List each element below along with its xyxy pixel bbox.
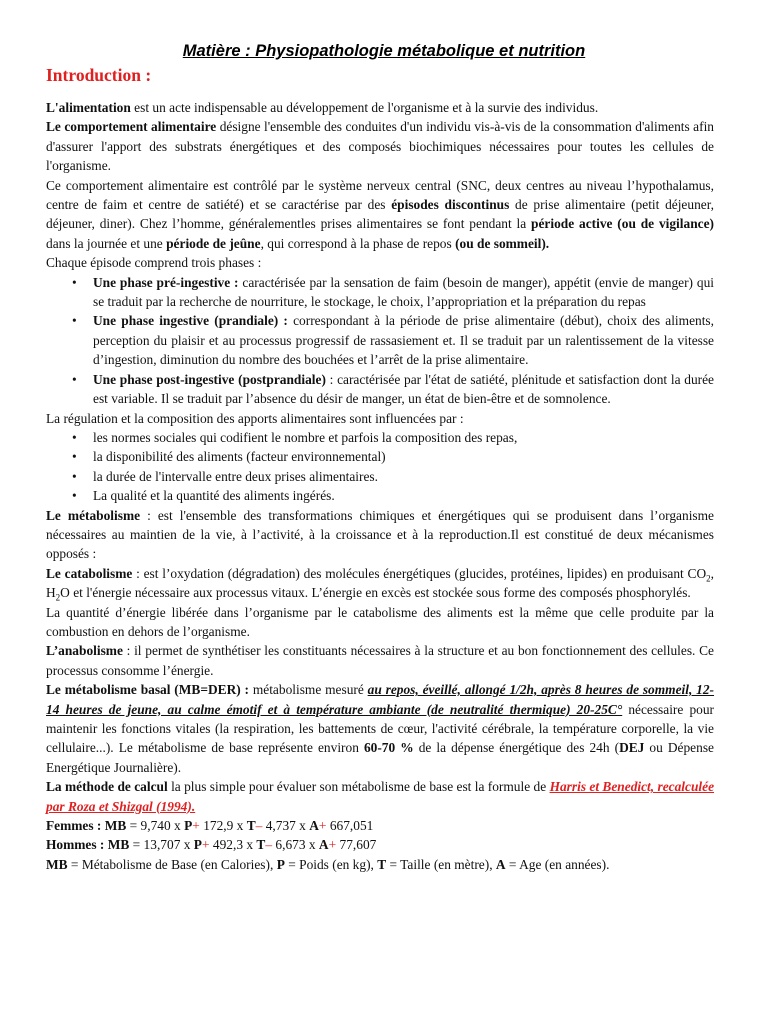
paragraph-energie: La quantité d’énergie libérée dans l’organisme par le catabolisme des aliments est la même que celle produite par la combustion en dehors de l’organisme. xyxy=(46,604,714,639)
paragraph-regulation: La régulation et la composition des apports alimentaires sont influencées par : xyxy=(46,410,464,426)
text-run: dans la journée et une xyxy=(46,235,167,251)
var-a: A xyxy=(318,837,329,853)
factor-text: la disponibilité des aliments (facteur environnemental) xyxy=(93,449,386,465)
legend-text: = Métabolisme de Base (en Calories), xyxy=(67,856,277,872)
legend-mb: MB xyxy=(46,856,68,872)
text-run: , qui correspond à la phase de repos xyxy=(260,235,456,251)
formula-legend xyxy=(46,855,714,874)
subscript: 2 xyxy=(706,573,711,584)
text-run: , H xyxy=(46,565,714,601)
text-run: : est l’oxydation (dégradation) des molécules énergétiques (glucides, protéines, lipides) en produisant CO xyxy=(132,565,707,581)
var-t: T xyxy=(256,837,266,853)
term-comportement: Le comportement alimentaire xyxy=(46,119,217,135)
measurement-conditions: au repos, éveillé, allongé 1/2h, après 8 heures de sommeil, 12-14 heures de jeune, au calme émotif et à température ambiante (de neutralité thermique) 20-25C° xyxy=(46,682,715,717)
factors-list xyxy=(46,428,714,506)
legend-a: A xyxy=(495,856,506,872)
operator: + xyxy=(318,818,327,834)
subscript: 2 xyxy=(55,592,61,603)
operator: + xyxy=(192,818,200,834)
term-alimentation: L'alimentation xyxy=(46,100,131,115)
percentage: 60-70 % xyxy=(363,740,414,756)
legend-text: = Poids (en kg), xyxy=(284,856,378,872)
list-item-factor xyxy=(46,447,714,466)
formula-label: Femmes : MB xyxy=(46,818,127,834)
text-run: de prise alimentaire (petit déjeuner, déjeuner, diner). Chez l’homme, généralementles prises alimentaires se font pendant la xyxy=(46,197,714,232)
formula-text: 77,607 xyxy=(336,837,377,853)
list-item-phase-post-ingestive xyxy=(46,370,714,409)
phase-term: Une phase ingestive (prandiale) : xyxy=(93,313,288,329)
paragraph-text: est un acte indispensable au développement de l'organisme et à la survie des individus. xyxy=(130,100,599,115)
paragraph-methode-calcul xyxy=(46,777,714,816)
phase-text: : caractérisée par l'état de satiété, plénitude et satisfaction dont la durée est variable. Il se traduit par l’absence du désir de manger, un état de bien-être et de somnolence. xyxy=(93,371,715,407)
bullet-icon: • xyxy=(72,449,77,465)
paragraph-text: : il permet de synthétiser les constituants nécessaires à la structure et au bon fonctionnement des cellules. Ce processus consomme l’énergie. xyxy=(46,643,714,678)
document-body xyxy=(46,98,714,874)
formula-text: 4,737 x xyxy=(262,818,310,834)
bullet-icon: • xyxy=(72,274,77,290)
document-title: Matière : Physiopathologie métabolique et nutrition xyxy=(182,42,586,60)
bullet-icon: • xyxy=(72,468,77,484)
term-sommeil: (ou de sommeil). xyxy=(455,235,550,251)
list-item-phase-ingestive xyxy=(46,311,714,369)
list-item-phase-pre-ingestive xyxy=(46,273,714,312)
formula-label: Hommes : MB xyxy=(46,837,130,853)
term-anabolisme: L’anabolisme xyxy=(46,643,123,659)
list-item-factor xyxy=(46,428,714,447)
formula-text: = 9,740 x xyxy=(126,818,185,834)
formula-women xyxy=(46,816,714,835)
list-item-factor xyxy=(46,467,714,486)
legend-text: = Taille (en mètre), xyxy=(386,856,496,872)
paragraph-catabolisme xyxy=(46,564,714,603)
phase-term: Une phase pré-ingestive : xyxy=(93,274,239,290)
term-methode: La méthode de calcul xyxy=(46,779,168,795)
paragraph-text: la plus simple pour évaluer son métabolisme de base est la formule de xyxy=(167,779,550,795)
operator: + xyxy=(201,837,210,853)
paragraph-metabolisme xyxy=(46,506,714,564)
formula-text: 492,3 x xyxy=(209,837,257,853)
bullet-icon: • xyxy=(72,429,77,445)
paragraph-alimentation xyxy=(46,98,714,117)
text-run: de la dépense énergétique des 24h ( xyxy=(413,740,620,756)
factor-text: la durée de l'intervalle entre deux prises alimentaires. xyxy=(93,468,378,484)
operator: + xyxy=(328,837,337,853)
var-p: P xyxy=(184,818,193,834)
text-run: nécessaire pour maintenir les fonctions vitales (la respiration, les battements de cœur, l'activité cérébrale, la température corporelle, la vie cellulaire...). Le métabolisme de base représente environ xyxy=(46,701,714,756)
text-run: O et l'énergie nécessaire aux processus vitaux. L’énergie en excès est stockée sous forme des composés phosphorylés. xyxy=(60,585,691,601)
var-a: A xyxy=(309,818,319,834)
paragraph-text: désigne l'ensemble des conduites d'un individu vis-à-vis de la consommation d'aliments afin d'assurer l'apport des substrats énergétiques et des composés biochimiques nécessaires pour toutes les cellules de l'organisme. xyxy=(46,119,714,174)
text-run: Ce comportement alimentaire est contrôlé par le système nerveux central (SNC, deux centres au niveau l’hypothalamus, centre de faim et centre de satiété) et se caractérise par des xyxy=(46,177,714,213)
paragraph-controle xyxy=(46,176,714,254)
formula-text: 667,051 xyxy=(326,818,374,834)
var-p: P xyxy=(193,837,202,853)
phase-term: Une phase post-ingestive (postprandiale) xyxy=(93,371,326,387)
paragraph-trois-phases: Chaque épisode comprend trois phases : xyxy=(46,255,262,271)
term-episodes: épisodes discontinus xyxy=(391,197,510,213)
term-metabolisme-basal: Le métabolisme basal (MB=DER) : xyxy=(46,682,250,698)
legend-text: = Age (en années). xyxy=(505,856,610,872)
legend-t: T xyxy=(377,856,387,872)
phase-text: correspondant à la période de prise alimentaire (début), choix des aliments, perception du plaisir et au processus progressif de rassasiement et. Il se traduit par un ralentissement de la vitesse d’ingestion, diminution du nombre des bouchées et l’arrêt de la prise alimentaire. xyxy=(93,313,714,368)
paragraph-comportement xyxy=(46,117,714,175)
operator: – xyxy=(265,837,273,853)
reference-harris-benedict: Harris et Benedict, recalculée par Roza et Shizgal (1994). xyxy=(46,779,715,814)
formula-men xyxy=(46,835,714,854)
term-metabolisme: Le métabolisme xyxy=(46,507,141,523)
var-t: T xyxy=(246,818,256,834)
intro-heading: Introduction : xyxy=(46,65,152,85)
phases-list xyxy=(46,273,714,409)
term-dej: DEJ xyxy=(619,740,645,756)
factor-text: La qualité et la quantité des aliments ingérés. xyxy=(93,488,335,504)
operator: – xyxy=(255,818,263,834)
bullet-icon: • xyxy=(72,371,77,387)
phase-text: caractérisée par la sensation de faim (besoin de manger), appétit (envie de manger) qui se traduit par la recherche de nourriture, le stockage, le choix, l’appropriation et la préparation du repas xyxy=(93,274,715,310)
text-run: métabolisme mesuré xyxy=(249,682,368,698)
bullet-icon: • xyxy=(72,313,77,329)
term-periode-jeune: période de jeûne xyxy=(166,235,261,251)
paragraph-anabolisme xyxy=(46,641,714,680)
text-run: ou Dépense Energétique Journalière). xyxy=(46,740,714,775)
paragraph-text: : est l'ensemble des transformations chimiques et énergétiques qui se produisent dans l’organisme nécessaires au maintien de la vie, à l’activité, à la croissance et à la reproduction.Il est constitué de deux mécanismes opposés : xyxy=(46,507,714,562)
term-catabolisme: Le catabolisme xyxy=(46,565,133,581)
factor-text: les normes sociales qui codifient le nombre et parfois la composition des repas, xyxy=(93,429,518,445)
legend-p: P xyxy=(276,856,285,872)
list-item-factor xyxy=(46,486,714,505)
term-periode-active: période active (ou de vigilance) xyxy=(531,216,714,232)
formula-text: 172,9 x xyxy=(199,818,247,834)
paragraph-metabolisme-basal xyxy=(46,680,714,777)
bullet-icon: • xyxy=(72,488,77,504)
formula-text: 6,673 x xyxy=(272,837,319,853)
formula-text: = 13,707 x xyxy=(129,837,194,853)
